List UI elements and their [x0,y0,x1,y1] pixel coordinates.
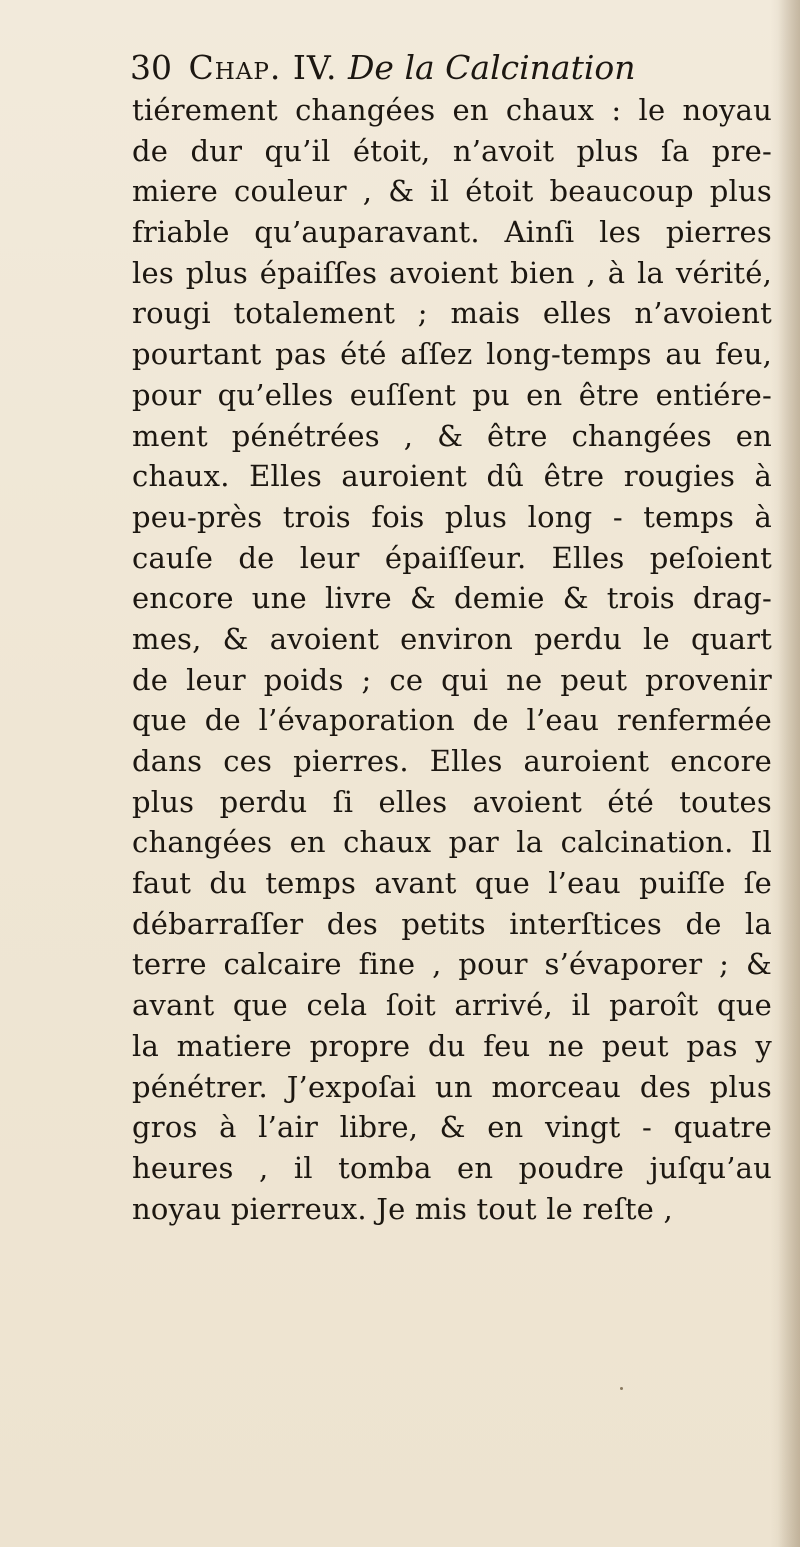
text-line: pénétrer. J’expoſai un morceau des plus [132,1069,772,1104]
text-line: peu-près trois fois plus long - temps à [132,499,772,534]
text-line: les plus épaiſſes avoient bien , à la vérité, [132,255,772,290]
chapter-label: Chap. IV. [188,48,338,87]
text-line: de dur qu’il étoit, n’avoit plus ſa pre- [132,133,772,168]
running-header [130,42,760,94]
text-line: rougi totalement ; mais elles n’avoient [132,296,772,331]
text-line: avant que cela ſoit arrivé, il paroît que [132,988,772,1023]
text-line: tiérement changées en chaux : le noyau [132,93,772,127]
text-line: noyau pierreux. Je mis tout le reſte , [132,1191,673,1226]
text-line: chaux. Elles auroient dû être rougies à [132,459,772,494]
text-line: changées en chaux par la calcination. Il [132,825,772,860]
body-text [132,90,772,1229]
text-line: dans ces pierres. Elles auroient encore [132,744,772,778]
text-line: ment pénétrées , & être changées en [132,418,772,453]
text-line: débarraſſer des petits interſtices de la [132,906,772,941]
text-line: pourtant pas été aſſez long-temps au feu, [132,337,772,372]
text-line: encore une livre & demie & trois drag- [132,581,772,616]
text-line: terre calcaire fine , pour s’évaporer ; & [132,947,772,982]
text-line: la matiere propre du feu ne peut pas y [132,1028,772,1063]
text-line: que de l’évaporation de l’eau renfermée [132,703,772,738]
text-line: plus perdu ſi elles avoient été toutes [132,784,772,819]
text-line: mes, & avoient environ perdu le quart [132,621,772,656]
text-line: de leur poids ; ce qui ne peut provenir [132,662,772,697]
page-edge-shadow [778,0,800,1547]
chapter-title: De la Calcination [347,48,636,87]
text-line: faut du temps avant que l’eau puiſſe ſe [132,866,772,901]
text-line: cauſe de leur épaiſſeur. Elles peſoient [132,540,772,575]
text-line: gros à l’air libre, & en vingt - quatre [132,1110,772,1145]
text-line: miere couleur , & il étoit beaucoup plus [132,174,772,209]
text-line: pour qu’elles euſſent pu en être entiére- [132,377,772,412]
paper-speck [620,1387,623,1390]
text-line: heures , il tomba en poudre juſqu’au [132,1150,772,1185]
page-number: 30 [130,48,172,87]
text-line: friable qu’auparavant. Ainſi les pierres [132,215,772,250]
